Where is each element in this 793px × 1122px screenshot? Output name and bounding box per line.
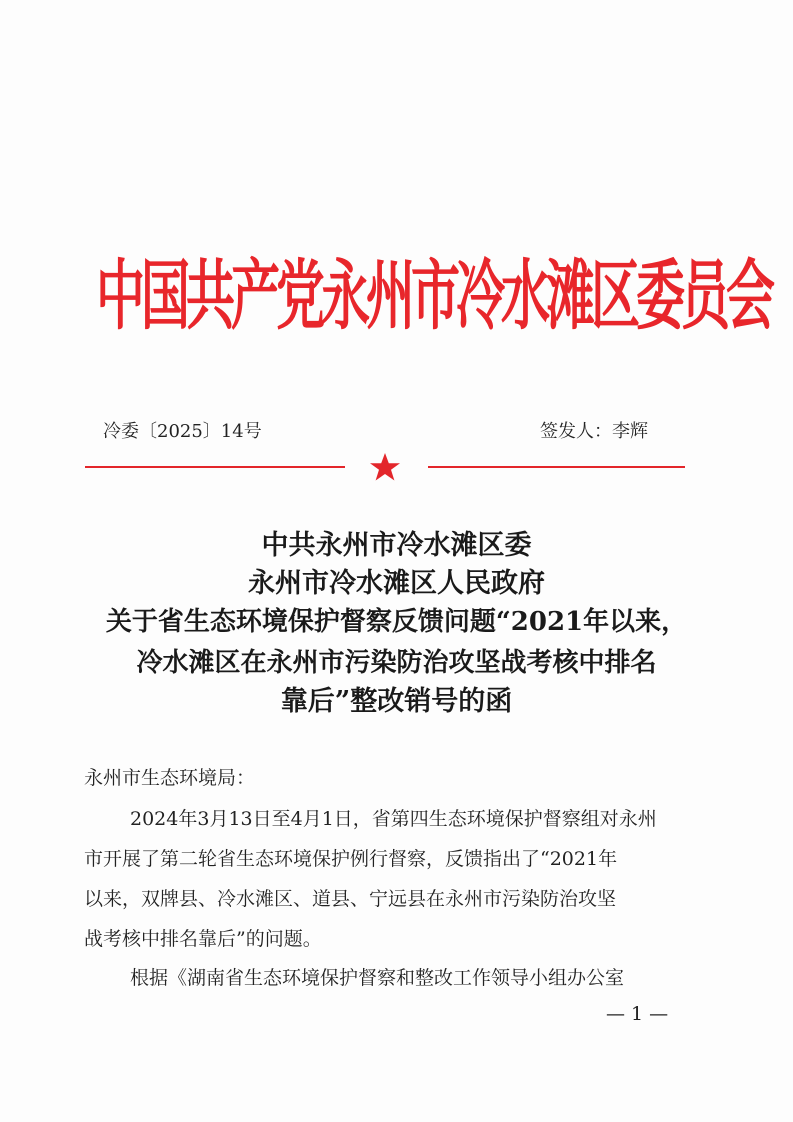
red-masthead: 中国共产党永州市冷水滩区委员会: [96, 252, 772, 341]
body-text-line: 根据《湖南省生态环境保护督察和整改工作领导小组办公室: [130, 967, 625, 989]
body-text-line: 战考核中排名靠后”的问题。: [84, 928, 322, 950]
page-number: — 1 —: [606, 1003, 669, 1025]
red-rule-right: [428, 466, 685, 468]
signer: 签发人：李辉: [540, 421, 648, 442]
salutation: 永州市生态环境局：: [84, 767, 256, 789]
document-title-line: 永州市冷水滩区人民政府: [248, 568, 545, 599]
body-text-line: 2024年3月13日至4月1日，省第四生态环境保护督察组对永州: [130, 808, 657, 830]
body-text-line: 以来，双牌县、冷水滩区、道县、宁远县在永州市污染防治攻坚: [84, 888, 617, 910]
body-text-line: 市开展了第二轮省生态环境保护例行督察，反馈指出了“2021年: [84, 848, 618, 870]
red-rule-left: [85, 466, 345, 468]
document-title-line: 关于省生态环境保护督察反馈问题“2021年以来，: [105, 607, 688, 637]
document-title-line: 中共永州市冷水滩区委: [261, 530, 532, 561]
document-title-line: 冷水滩区在永州市污染防治攻坚战考核中排名: [136, 648, 657, 678]
document-number: 冷委〔2025〕14号: [103, 421, 262, 442]
document-title-line: 靠后”整改销号的函: [280, 686, 513, 717]
star-icon: [368, 452, 402, 482]
